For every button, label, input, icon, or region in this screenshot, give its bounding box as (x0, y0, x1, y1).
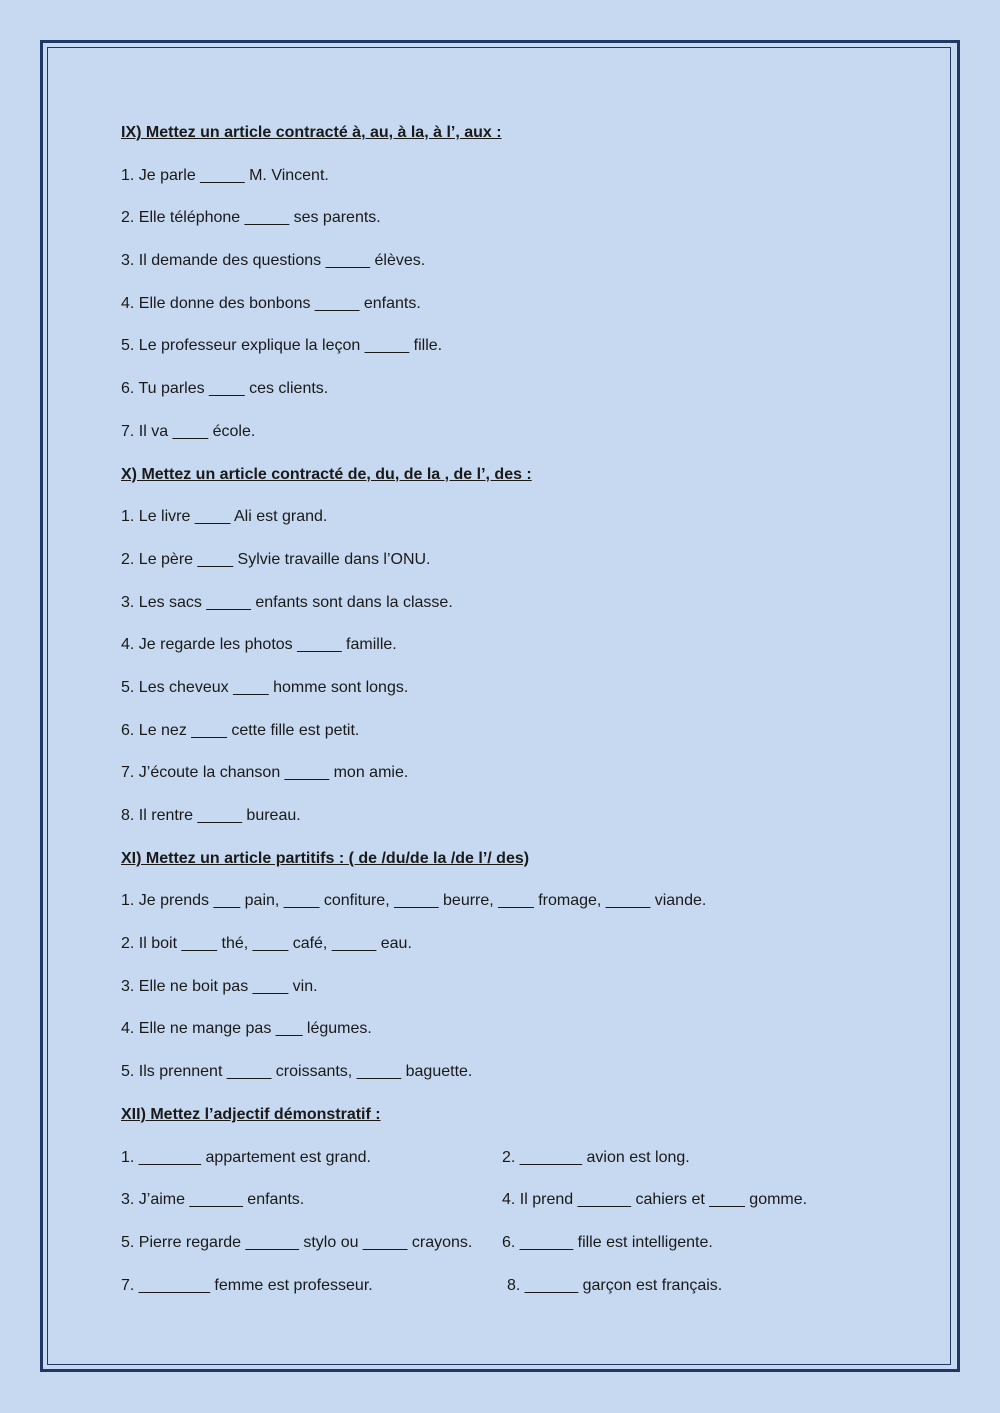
section-xii (121, 1100, 881, 1313)
exercise-item-right: 8. ______ garçon est français. (507, 1276, 723, 1294)
exercise-item-left: 3. J’aime ______ enfants. (121, 1191, 305, 1209)
exercise-item: 2. Il boit ____ thé, ____ café, _____ eau. (121, 935, 412, 953)
exercise-item: 3. Elle ne boit pas ____ vin. (121, 977, 318, 995)
exercise-item-left: 1. _______ appartement est grand. (121, 1148, 371, 1166)
section-xi (121, 844, 881, 1100)
exercise-item-left: 7. ________ femme est professeur. (121, 1276, 373, 1294)
exercise-item: 3. Les sacs _____ enfants sont dans la classe. (121, 593, 453, 611)
exercise-item: 2. Elle téléphone _____ ses parents. (121, 209, 381, 227)
exercise-item: 7. Il va ____ école. (121, 422, 256, 440)
exercise-row (121, 1271, 881, 1314)
exercise-item: 7. J’écoute la chanson _____ mon amie. (121, 764, 409, 782)
exercise-item: 5. Les cheveux ____ homme sont longs. (121, 678, 409, 696)
section-title: IX) Mettez un article contracté à, au, à la, à l’, aux : (121, 124, 502, 141)
exercise-item: 4. Je regarde les photos _____ famille. (121, 636, 397, 654)
exercise-item: 8. Il rentre _____ bureau. (121, 807, 301, 824)
section-title: X) Mettez un article contracté de, du, de la , de l’, des : (121, 465, 532, 483)
exercise-item: 5. Le professeur explique la leçon _____ fille. (121, 337, 443, 355)
section-title: XII) Mettez l’adjectif démonstratif : (121, 1105, 381, 1123)
exercise-item: 2. Le père ____ Sylvie travaille dans l’ONU. (121, 550, 431, 568)
exercise-row (121, 1185, 881, 1228)
exercise-item: 6. Le nez ____ cette fille est petit. (121, 721, 360, 739)
exercise-item-right: 2. _______ avion est long. (502, 1148, 690, 1166)
exercise-row (121, 1228, 881, 1271)
exercise-item: 6. Tu parles ____ ces clients. (121, 380, 329, 398)
exercise-item: 1. Le livre ____ Ali est grand. (121, 508, 328, 526)
exercise-item: 1. Je parle _____ M. Vincent. (121, 166, 329, 184)
exercise-item: 3. Il demande des questions _____ élèves. (121, 252, 426, 270)
exercise-item-left: 5. Pierre regarde ______ stylo ou _____ crayons. (121, 1233, 473, 1251)
exercise-item-right: 4. Il prend ______ cahiers et ____ gomme. (502, 1191, 808, 1209)
exercise-row (121, 1143, 881, 1186)
exercise-item: 1. Je prends ___ pain, ____ confiture, _____ beurre, ____ fromage, _____ viande. (121, 892, 707, 910)
exercise-item: 4. Elle donne des bonbons _____ enfants. (121, 294, 421, 312)
section-x (121, 460, 881, 844)
exercise-item: 5. Ils prennent _____ croissants, _____ baguette. (121, 1063, 473, 1081)
section-ix (121, 118, 881, 460)
exercise-item: 4. Elle ne mange pas ___ légumes. (121, 1020, 372, 1038)
section-title: XI) Mettez un article partitifs : ( de /du/de la /de l’/ des) (121, 849, 530, 867)
worksheet (121, 118, 881, 1313)
exercise-item-right: 6. ______ fille est intelligente. (502, 1233, 713, 1251)
